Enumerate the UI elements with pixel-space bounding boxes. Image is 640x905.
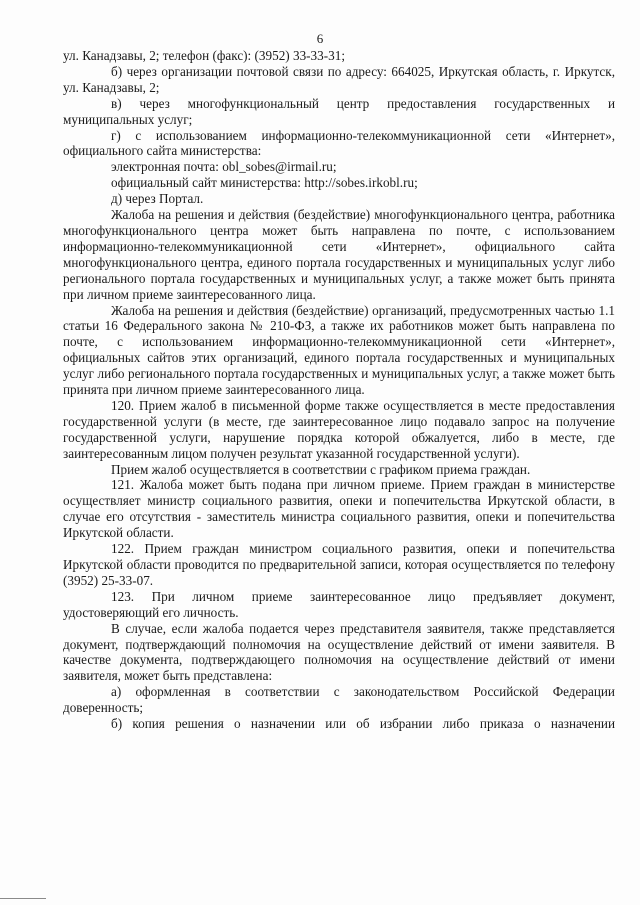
paragraph-organizations-complaint: Жалоба на решения и действия (бездействие) организаций, предусмотренных частью 1.1 статьи 16 Федерального закона № 210-ФЗ, а также их работников может быть направлена по почте, с использованием информационно-телекоммуникационной сети «Интернет», официальных сайтов этих организаций, единого портала государственных и муниципальных услуг либо регионального портала государственных и муниципальных услуг, а также может быть принята при личном приеме заинтересованного лица.: [63, 302, 615, 398]
paragraph-representative: В случае, если жалоба подается через представителя заявителя, также представляется документ, подтверждающий полномочия на осуществление действий от имени заявителя. В качестве документа, подтверждающего полномочия на осуществление действий от имени заявителя, может быть представлена:: [63, 620, 615, 684]
paragraph-mfc-complaint: Жалоба на решения и действия (бездействие) многофункционального центра, работника многофункционального центра может быть направлена по почте, с использованием информационно-телекоммуникационной сети «Интернет», официального сайта многофункционального центра, единого портала государственных и муниципальных услуг либо регионального портала государственных и муниципальных услуг, а также может быть принята при личном приеме заинтересованного лица.: [63, 207, 615, 302]
paragraph-mfc: в) через многофункциональный центр предоставления государственных и муниципальных услуг;: [63, 95, 615, 127]
paragraph-postal: б) через организации почтовой связи по адресу: 664025, Иркутская область, г. Иркутск, ул. Канадзавы, 2;: [63, 63, 615, 95]
paragraph-address-line: ул. Канадзавы, 2; телефон (факс): (3952) 33-33-31;: [63, 48, 345, 63]
paragraph-123: 123. При личном приеме заинтересованное лицо предъявляет документ, удостоверяющий его личность.: [63, 588, 615, 620]
paragraph-internet: г) с использованием информационно-телекоммуникационной сети «Интернет», официального сайта министерства:: [63, 127, 615, 159]
paragraph-item-b: б) копия решения о назначении или об избрании либо приказа о назначении: [111, 716, 615, 732]
paragraph-122: 122. Прием граждан министром социального развития, опеки и попечительства Иркутской области проводится по предварительной записи, которая осуществляется по телефону (3952) 25-33-07.: [63, 541, 615, 588]
page-number: 6: [316, 31, 324, 46]
paragraph-portal: д) через Портал.: [111, 191, 204, 207]
paragraph-schedule: Прием жалоб осуществляется в соответствии с графиком приема граждан.: [111, 461, 531, 477]
paragraph-email: электронная почта: obl_sobes@irmail.ru;: [111, 159, 337, 175]
paragraph-121: 121. Жалоба может быть подана при личном приеме. Прием граждан в министерстве осуществляет министр социального развития, опеки и попечительства Иркутской области, в случае его отсутствия - заместитель министра социального развития, опеки и попечительства Иркутской области.: [63, 477, 615, 541]
bottom-rule: [0, 898, 46, 899]
paragraph-item-a: а) оформленная в соответствии с законодательством Российской Федерации доверенность;: [63, 684, 615, 716]
paragraph-website: официальный сайт министерства: http://sobes.irkobl.ru;: [111, 175, 418, 191]
document-body: [63, 48, 615, 732]
paragraph-120: 120. Прием жалоб в письменной форме также осуществляется в месте предоставления государственной услуги (в месте, где заинтересованное лицо подавало запрос на получение государственной услуги, нарушение порядка которой обжалуется, либо в месте, где заинтересованным лицом получен результат указанной государственной услуги).: [63, 397, 615, 461]
